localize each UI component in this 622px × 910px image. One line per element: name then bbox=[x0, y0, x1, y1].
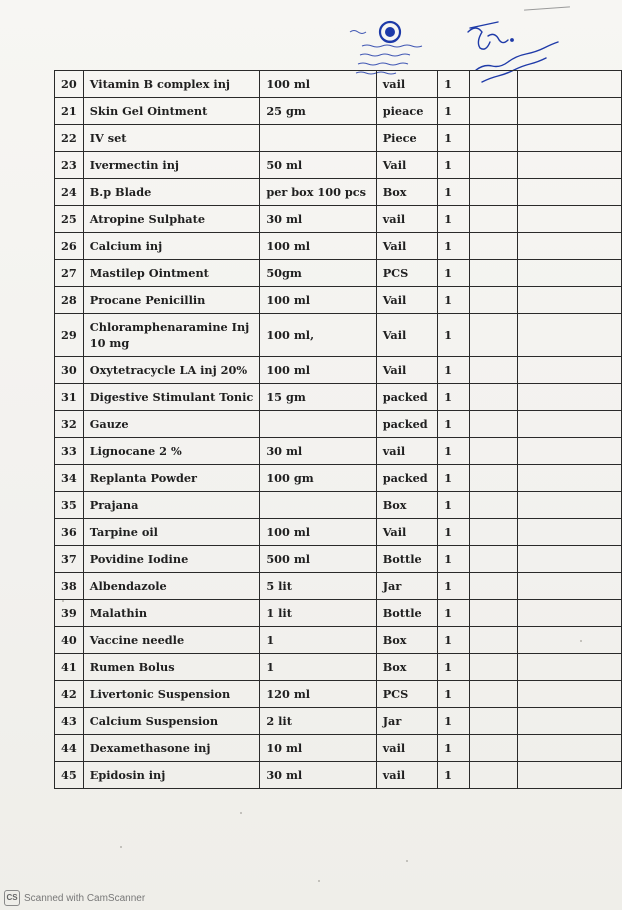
empty-cell bbox=[518, 71, 622, 98]
unit-cell: vail bbox=[376, 206, 437, 233]
unit-cell: vail bbox=[376, 762, 437, 789]
empty-cell bbox=[470, 708, 518, 735]
quantity-cell: 100 ml bbox=[260, 233, 376, 260]
empty-cell bbox=[518, 438, 622, 465]
empty-cell bbox=[470, 681, 518, 708]
count-cell: 1 bbox=[438, 681, 470, 708]
count-cell: 1 bbox=[438, 627, 470, 654]
unit-cell: vail bbox=[376, 71, 437, 98]
count-cell: 1 bbox=[438, 71, 470, 98]
item-name-cell: Albendazole bbox=[83, 573, 260, 600]
quantity-cell: 100 ml, bbox=[260, 314, 376, 357]
count-cell: 1 bbox=[438, 762, 470, 789]
quantity-cell: 120 ml bbox=[260, 681, 376, 708]
serial-number-cell: 39 bbox=[55, 600, 84, 627]
item-name-cell: Chloramphenaramine Inj 10 mg bbox=[83, 314, 260, 357]
quantity-cell: 1 lit bbox=[260, 600, 376, 627]
serial-number-cell: 38 bbox=[55, 573, 84, 600]
empty-cell bbox=[518, 152, 622, 179]
empty-cell bbox=[470, 438, 518, 465]
item-name-cell: Prajana bbox=[83, 492, 260, 519]
empty-cell bbox=[518, 287, 622, 314]
medicine-table bbox=[54, 70, 622, 789]
serial-number-cell: 20 bbox=[55, 71, 84, 98]
item-name-cell: Calcium Suspension bbox=[83, 708, 260, 735]
empty-cell bbox=[470, 260, 518, 287]
unit-cell: Box bbox=[376, 179, 437, 206]
empty-cell bbox=[470, 546, 518, 573]
item-name-cell: Malathin bbox=[83, 600, 260, 627]
empty-cell bbox=[470, 314, 518, 357]
item-name-cell: Procane Penicillin bbox=[83, 287, 260, 314]
pen-mark bbox=[524, 6, 570, 10]
count-cell: 1 bbox=[438, 600, 470, 627]
empty-cell bbox=[518, 206, 622, 233]
serial-number-cell: 32 bbox=[55, 411, 84, 438]
item-name-cell: Epidosin inj bbox=[83, 762, 260, 789]
unit-cell: Vail bbox=[376, 233, 437, 260]
item-name-cell: Gauze bbox=[83, 411, 260, 438]
count-cell: 1 bbox=[438, 206, 470, 233]
empty-cell bbox=[518, 411, 622, 438]
table-row bbox=[55, 206, 622, 233]
count-cell: 1 bbox=[438, 260, 470, 287]
empty-cell bbox=[470, 71, 518, 98]
item-name-cell: Povidine Iodine bbox=[83, 546, 260, 573]
empty-cell bbox=[518, 519, 622, 546]
item-name-cell: Calcium inj bbox=[83, 233, 260, 260]
table-row bbox=[55, 125, 622, 152]
serial-number-cell: 31 bbox=[55, 384, 84, 411]
empty-cell bbox=[518, 179, 622, 206]
empty-cell bbox=[518, 384, 622, 411]
unit-cell: vail bbox=[376, 735, 437, 762]
quantity-cell bbox=[260, 125, 376, 152]
empty-cell bbox=[470, 384, 518, 411]
empty-cell bbox=[470, 735, 518, 762]
item-name-cell: B.p Blade bbox=[83, 179, 260, 206]
quantity-cell bbox=[260, 492, 376, 519]
count-cell: 1 bbox=[438, 519, 470, 546]
empty-cell bbox=[518, 465, 622, 492]
empty-cell bbox=[518, 98, 622, 125]
item-name-cell: Atropine Sulphate bbox=[83, 206, 260, 233]
unit-cell: packed bbox=[376, 411, 437, 438]
empty-cell bbox=[470, 357, 518, 384]
item-name-cell: Vaccine needle bbox=[83, 627, 260, 654]
table-row bbox=[55, 519, 622, 546]
table-row bbox=[55, 438, 622, 465]
count-cell: 1 bbox=[438, 411, 470, 438]
table-row bbox=[55, 627, 622, 654]
item-name-cell: Digestive Stimulant Tonic bbox=[83, 384, 260, 411]
unit-cell: vail bbox=[376, 438, 437, 465]
count-cell: 1 bbox=[438, 98, 470, 125]
count-cell: 1 bbox=[438, 125, 470, 152]
unit-cell: Box bbox=[376, 492, 437, 519]
empty-cell bbox=[518, 735, 622, 762]
empty-cell bbox=[470, 519, 518, 546]
serial-number-cell: 41 bbox=[55, 654, 84, 681]
quantity-cell: 100 ml bbox=[260, 71, 376, 98]
table-row bbox=[55, 71, 622, 98]
empty-cell bbox=[518, 233, 622, 260]
count-cell: 1 bbox=[438, 654, 470, 681]
empty-cell bbox=[470, 98, 518, 125]
count-cell: 1 bbox=[438, 233, 470, 260]
table-row bbox=[55, 546, 622, 573]
empty-cell bbox=[470, 600, 518, 627]
serial-number-cell: 35 bbox=[55, 492, 84, 519]
serial-number-cell: 25 bbox=[55, 206, 84, 233]
serial-number-cell: 28 bbox=[55, 287, 84, 314]
table-row bbox=[55, 260, 622, 287]
empty-cell bbox=[518, 708, 622, 735]
table-row bbox=[55, 287, 622, 314]
unit-cell: PCS bbox=[376, 260, 437, 287]
table-row bbox=[55, 600, 622, 627]
empty-cell bbox=[518, 600, 622, 627]
empty-cell bbox=[470, 573, 518, 600]
quantity-cell: 30 ml bbox=[260, 438, 376, 465]
quantity-cell: 100 ml bbox=[260, 287, 376, 314]
item-name-cell: Dexamethasone inj bbox=[83, 735, 260, 762]
quantity-cell: 50gm bbox=[260, 260, 376, 287]
unit-cell: PCS bbox=[376, 681, 437, 708]
quantity-cell: 500 ml bbox=[260, 546, 376, 573]
item-name-cell: Vitamin B complex inj bbox=[83, 71, 260, 98]
empty-cell bbox=[518, 260, 622, 287]
quantity-cell: 2 lit bbox=[260, 708, 376, 735]
serial-number-cell: 36 bbox=[55, 519, 84, 546]
serial-number-cell: 45 bbox=[55, 762, 84, 789]
item-name-cell: Mastilep Ointment bbox=[83, 260, 260, 287]
table-row bbox=[55, 411, 622, 438]
serial-number-cell: 44 bbox=[55, 735, 84, 762]
unit-cell: Vail bbox=[376, 287, 437, 314]
item-name-cell: Ivermectin inj bbox=[83, 152, 260, 179]
empty-cell bbox=[518, 654, 622, 681]
empty-cell bbox=[518, 627, 622, 654]
quantity-cell: 30 ml bbox=[260, 206, 376, 233]
quantity-cell: 50 ml bbox=[260, 152, 376, 179]
table-row bbox=[55, 357, 622, 384]
count-cell: 1 bbox=[438, 465, 470, 492]
scanner-footer-text: Scanned with CamScanner bbox=[24, 892, 146, 904]
count-cell: 1 bbox=[438, 735, 470, 762]
empty-cell bbox=[470, 206, 518, 233]
item-name-cell: Replanta Powder bbox=[83, 465, 260, 492]
serial-number-cell: 33 bbox=[55, 438, 84, 465]
serial-number-cell: 27 bbox=[55, 260, 84, 287]
table-row bbox=[55, 762, 622, 789]
unit-cell: Jar bbox=[376, 573, 437, 600]
serial-number-cell: 30 bbox=[55, 357, 84, 384]
unit-cell: Bottle bbox=[376, 546, 437, 573]
unit-cell: Piece bbox=[376, 125, 437, 152]
serial-number-cell: 26 bbox=[55, 233, 84, 260]
empty-cell bbox=[470, 492, 518, 519]
empty-cell bbox=[470, 411, 518, 438]
quantity-cell: 25 gm bbox=[260, 98, 376, 125]
count-cell: 1 bbox=[438, 384, 470, 411]
table-row bbox=[55, 708, 622, 735]
empty-cell bbox=[518, 546, 622, 573]
quantity-cell bbox=[260, 411, 376, 438]
count-cell: 1 bbox=[438, 438, 470, 465]
unit-cell: Box bbox=[376, 654, 437, 681]
table-row bbox=[55, 465, 622, 492]
count-cell: 1 bbox=[438, 357, 470, 384]
serial-number-cell: 37 bbox=[55, 546, 84, 573]
item-name-cell: Tarpine oil bbox=[83, 519, 260, 546]
table-row bbox=[55, 384, 622, 411]
empty-cell bbox=[470, 287, 518, 314]
serial-number-cell: 42 bbox=[55, 681, 84, 708]
unit-cell: Box bbox=[376, 627, 437, 654]
item-name-cell: Livertonic Suspension bbox=[83, 681, 260, 708]
serial-number-cell: 29 bbox=[55, 314, 84, 357]
table-row bbox=[55, 314, 622, 357]
item-name-cell: Oxytetracycle LA inj 20% bbox=[83, 357, 260, 384]
quantity-cell: 1 bbox=[260, 627, 376, 654]
quantity-cell: 100 ml bbox=[260, 357, 376, 384]
empty-cell bbox=[518, 125, 622, 152]
quantity-cell: 1 bbox=[260, 654, 376, 681]
empty-cell bbox=[518, 573, 622, 600]
unit-cell: Jar bbox=[376, 708, 437, 735]
quantity-cell: 100 gm bbox=[260, 465, 376, 492]
item-name-cell: Lignocane 2 % bbox=[83, 438, 260, 465]
empty-cell bbox=[518, 492, 622, 519]
serial-number-cell: 43 bbox=[55, 708, 84, 735]
quantity-cell: 10 ml bbox=[260, 735, 376, 762]
empty-cell bbox=[518, 314, 622, 357]
serial-number-cell: 23 bbox=[55, 152, 84, 179]
count-cell: 1 bbox=[438, 152, 470, 179]
quantity-cell: 5 lit bbox=[260, 573, 376, 600]
item-name-cell: Rumen Bolus bbox=[83, 654, 260, 681]
table-row bbox=[55, 98, 622, 125]
empty-cell bbox=[470, 152, 518, 179]
empty-cell bbox=[518, 357, 622, 384]
serial-number-cell: 34 bbox=[55, 465, 84, 492]
empty-cell bbox=[470, 762, 518, 789]
unit-cell: Vail bbox=[376, 152, 437, 179]
empty-cell bbox=[518, 762, 622, 789]
unit-cell: Vail bbox=[376, 519, 437, 546]
empty-cell bbox=[518, 681, 622, 708]
count-cell: 1 bbox=[438, 314, 470, 357]
table-row bbox=[55, 573, 622, 600]
empty-cell bbox=[470, 179, 518, 206]
empty-cell bbox=[470, 465, 518, 492]
serial-number-cell: 21 bbox=[55, 98, 84, 125]
count-cell: 1 bbox=[438, 573, 470, 600]
table-row bbox=[55, 681, 622, 708]
unit-cell: Bottle bbox=[376, 600, 437, 627]
unit-cell: Vail bbox=[376, 314, 437, 357]
count-cell: 1 bbox=[438, 546, 470, 573]
unit-cell: pieace bbox=[376, 98, 437, 125]
empty-cell bbox=[470, 233, 518, 260]
count-cell: 1 bbox=[438, 179, 470, 206]
unit-cell: packed bbox=[376, 465, 437, 492]
quantity-cell: per box 100 pcs bbox=[260, 179, 376, 206]
quantity-cell: 15 gm bbox=[260, 384, 376, 411]
quantity-cell: 100 ml bbox=[260, 519, 376, 546]
empty-cell bbox=[470, 654, 518, 681]
item-name-cell: IV set bbox=[83, 125, 260, 152]
empty-cell bbox=[470, 627, 518, 654]
unit-cell: packed bbox=[376, 384, 437, 411]
serial-number-cell: 22 bbox=[55, 125, 84, 152]
unit-cell: Vail bbox=[376, 357, 437, 384]
count-cell: 1 bbox=[438, 287, 470, 314]
empty-cell bbox=[470, 125, 518, 152]
item-name-cell: Skin Gel Ointment bbox=[83, 98, 260, 125]
count-cell: 1 bbox=[438, 708, 470, 735]
serial-number-cell: 40 bbox=[55, 627, 84, 654]
scanner-footer bbox=[4, 890, 145, 906]
table-row bbox=[55, 152, 622, 179]
table-row bbox=[55, 492, 622, 519]
table-row bbox=[55, 233, 622, 260]
camscanner-logo-icon: CS bbox=[4, 890, 20, 906]
serial-number-cell: 24 bbox=[55, 179, 84, 206]
table-row bbox=[55, 654, 622, 681]
quantity-cell: 30 ml bbox=[260, 762, 376, 789]
count-cell: 1 bbox=[438, 492, 470, 519]
table-row bbox=[55, 735, 622, 762]
table-row bbox=[55, 179, 622, 206]
medicine-table-body bbox=[55, 71, 622, 789]
